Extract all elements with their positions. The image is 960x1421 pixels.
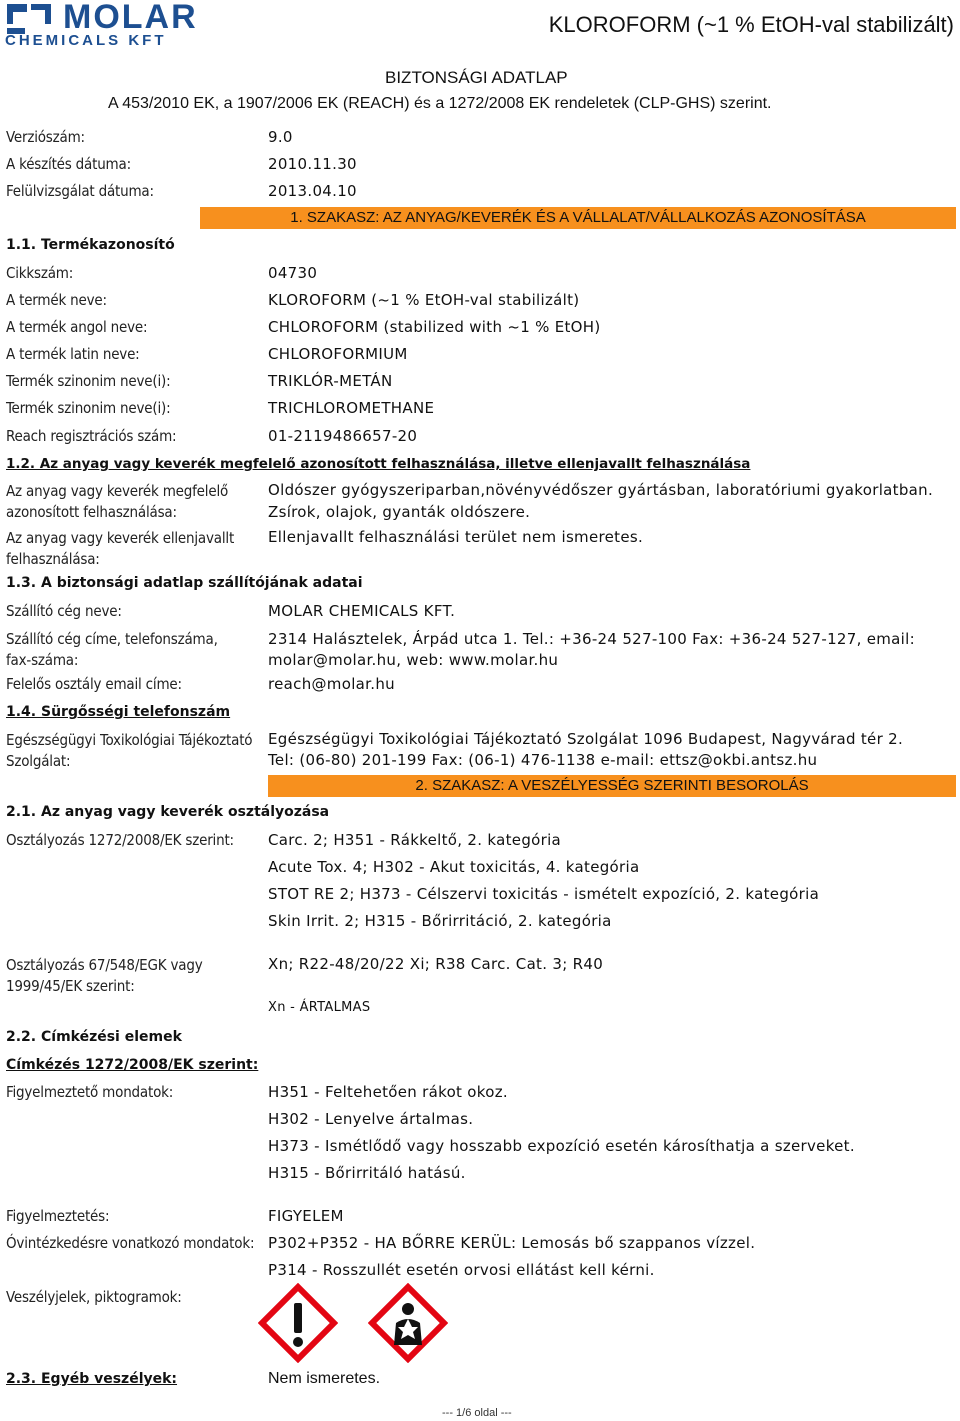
email-value: reach@molar.hu <box>268 675 395 693</box>
hazard-statement: H315 - Bőrirritáló hatású. <box>268 1164 466 1182</box>
contra-label: Az anyag vagy keverék ellenjavallt felhasználása: <box>6 529 235 568</box>
row-value: 04730 <box>268 264 318 282</box>
version-label: Verziószám: <box>6 128 85 146</box>
address-value: 2314 Halásztelek, Árpád utca 1. Tel.: +36-24 527-100 Fax: +36-24 527-127, email: molar@molar.hu, web: www.molar.hu <box>268 630 915 669</box>
use-value-2: Zsírok, olajok, gyanták oldószere. <box>268 503 531 521</box>
row-label: Cikkszám: <box>6 264 74 282</box>
clp-value: STOT RE 2; H373 - Célszervi toxicitás - ismételt expozíció, 2. kategória <box>268 885 820 903</box>
reviewed-value: 2013.04.10 <box>268 182 357 200</box>
use-label: Az anyag vagy keverék megfelelő azonosított felhasználása: <box>6 482 229 521</box>
logo-subtext: CHEMICALS KFT <box>5 32 167 49</box>
reviewed-label: Felülvizsgálat dátuma: <box>6 182 154 200</box>
health-hazard-pictogram-icon <box>368 1283 448 1363</box>
precautionary-statement: P314 - Rosszullét esetén orvosi ellátást kell kérni. <box>268 1261 655 1279</box>
row-value: CHLOROFORMIUM <box>268 345 408 363</box>
clp-value: Carc. 2; H351 - Rákkeltő, 2. kategória <box>268 831 562 849</box>
contra-value: Ellenjavallt felhasználási terület nem ismeretes. <box>268 528 644 546</box>
address-label: Szállító cég címe, telefonszáma, fax-száma: <box>6 630 218 669</box>
supplier-label: Szállító cég neve: <box>6 602 122 620</box>
section-2-2-heading: 2.2. Címkézési elemek <box>6 1029 182 1045</box>
exclamation-pictogram-icon <box>258 1283 338 1363</box>
section-2-3-heading: 2.3. Egyéb veszélyek: <box>6 1371 178 1387</box>
precautionary-statement: P302+P352 - HA BŐRRE KERÜL: Lemosás bő szappanos vízzel. <box>268 1234 756 1252</box>
section1-banner: 1. SZAKASZ: AZ ANYAG/KEVERÉK ÉS A VÁLLALAT/VÁLLALKOZÁS AZONOSÍTÁSA <box>200 207 956 229</box>
dsd-label: Osztályozás 67/548/EGK vagy 1999/45/EK szerint: <box>6 956 203 995</box>
row-label: Termék szinonim neve(i): <box>6 372 171 390</box>
dsd-value: Xn; R22-48/20/22 Xi; R38 Carc. Cat. 3; R40 <box>268 955 604 973</box>
clp-value: Acute Tox. 4; H302 - Akut toxicitás, 4. kategória <box>268 858 640 876</box>
logo-text: MOLAR <box>63 0 198 36</box>
row-label: A termék angol neve: <box>6 318 148 336</box>
row-value: TRIKLÓR-METÁN <box>268 372 393 390</box>
row-label: A termék latin neve: <box>6 345 140 363</box>
pictograms-label: Veszélyjelek, piktogramok: <box>6 1288 182 1306</box>
other-hazards-value: Nem ismeretes. <box>268 1370 381 1387</box>
section-2-1-heading: 2.1. Az anyag vagy keverék osztályozása <box>6 804 330 820</box>
hazard-statement: H302 - Lenyelve ártalmas. <box>268 1110 474 1128</box>
section2-banner: 2. SZAKASZ: A VESZÉLYESSÉG SZERINTI BESOROLÁS <box>268 775 956 797</box>
signal-word-value: FIGYELEM <box>268 1207 344 1225</box>
row-label: Termék szinonim neve(i): <box>6 399 171 417</box>
precautionary-label: Óvintézkedésre vonatkozó mondatok: <box>6 1234 255 1252</box>
doc-subtitle: A 453/2010 EK, a 1907/2006 EK (REACH) és a 1272/2008 EK rendeletek (CLP-GHS) szerint. <box>108 95 772 112</box>
row-value: CHLOROFORM (stabilized with ~1 % EtOH) <box>268 318 601 336</box>
health-hazard-pictogram <box>368 1283 448 1363</box>
supplier-value: MOLAR CHEMICALS KFT. <box>268 602 456 620</box>
row-value: 01-2119486657-20 <box>268 427 418 445</box>
email-label: Felelős osztály email címe: <box>6 675 182 693</box>
emergency-value-1: Egészségügyi Toxikológiai Tájékoztató Szolgálat 1096 Budapest, Nagyvárad tér 2. <box>268 730 904 748</box>
version-value: 9.0 <box>268 128 293 146</box>
section-1-2-heading: 1.2. Az anyag vagy keverék megfelelő azonosított felhasználása, illetve ellenjavallt felhasználása <box>6 456 751 472</box>
section-1-1-heading: 1.1. Termékazonosító <box>6 237 175 253</box>
hazard-statement: H373 - Ismétlődő vagy hosszabb expozíció esetén károsíthatja a szerveket. <box>268 1137 855 1155</box>
hazard-statement: H351 - Feltehetően rákot okoz. <box>268 1083 508 1101</box>
clp-label: Osztályozás 1272/2008/EK szerint: <box>6 831 234 849</box>
clp-value: Skin Irrit. 2; H315 - Bőrirritáció, 2. kategória <box>268 912 612 930</box>
hazard-statements-label: Figyelmeztető mondatok: <box>6 1083 174 1101</box>
exclamation-pictogram <box>258 1283 338 1363</box>
row-label: A termék neve: <box>6 291 107 309</box>
page-footer: --- 1/6 oldal --- <box>442 1407 512 1419</box>
dsd-symbol: Xn - ÁRTALMAS <box>268 1000 371 1015</box>
row-label: Reach regisztrációs szám: <box>6 427 177 445</box>
emergency-label: Egészségügyi Toxikológiai Tájékoztató Szolgálat: <box>6 731 253 770</box>
use-value-1: Oldószer gyógyszeriparban,növényvédőszer gyártásban, laboratóriumi gyakorlatban. <box>268 481 934 499</box>
emergency-value-2: Tel: (06-80) 201-199 Fax: (06-1) 476-1138 e-mail: ettsz@okbi.antsz.hu <box>268 751 818 769</box>
created-value: 2010.11.30 <box>268 155 357 173</box>
doc-title: BIZTONSÁGI ADATLAP <box>385 68 568 87</box>
product-title: KLOROFORM (~1 % EtOH-val stabilizált) <box>548 12 954 37</box>
row-value: TRICHLOROMETHANE <box>268 399 435 417</box>
labelling-heading: Címkézés 1272/2008/EK szerint: <box>6 1057 259 1073</box>
created-label: A készítés dátuma: <box>6 155 131 173</box>
molar-logo <box>5 2 230 48</box>
section-1-4-heading: 1.4. Sürgősségi telefonszám <box>6 704 231 720</box>
row-value: KLOROFORM (~1 % EtOH-val stabilizált) <box>268 291 580 309</box>
signal-word-label: Figyelmeztetés: <box>6 1207 110 1225</box>
section-1-3-heading: 1.3. A biztonsági adatlap szállítójának adatai <box>6 575 363 591</box>
